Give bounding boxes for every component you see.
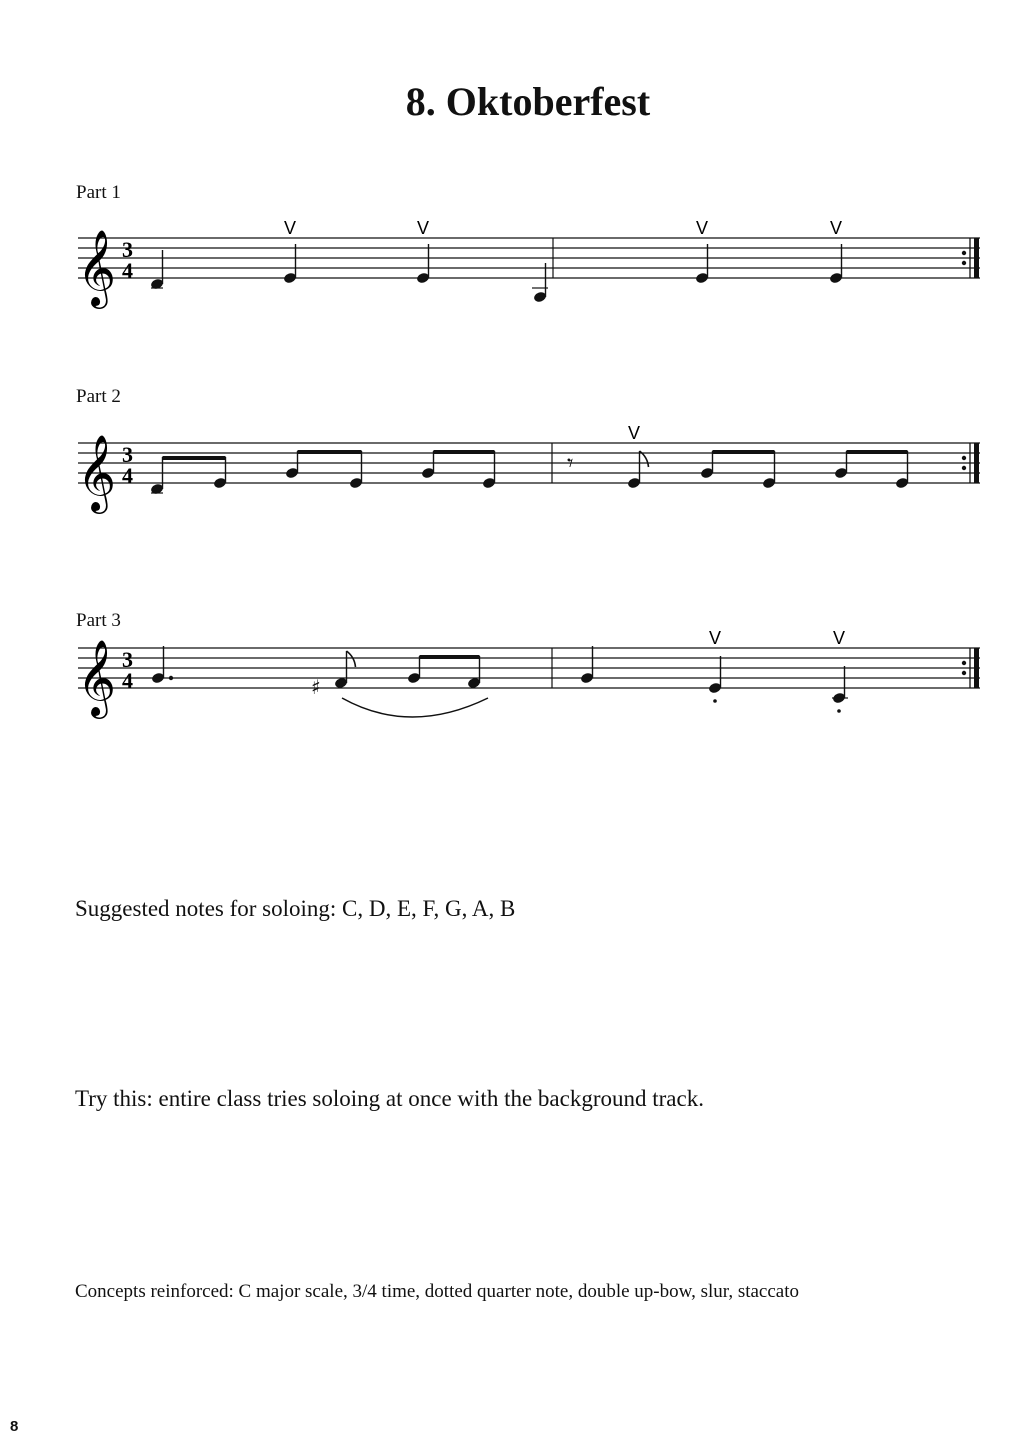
time-sig-top: 3	[122, 647, 133, 672]
eighth-rest-icon: 𝄾	[567, 449, 574, 477]
time-sig-bottom: 4	[122, 258, 133, 283]
page-number: 8	[10, 1418, 19, 1435]
treble-clef-icon: 𝄞	[77, 639, 117, 716]
slur	[342, 698, 488, 717]
page-title: 8. Oktoberfest	[405, 79, 651, 124]
time-sig-bottom: 4	[122, 668, 133, 693]
up-bow-icon: V	[417, 218, 430, 238]
time-sig-bottom: 4	[122, 463, 133, 488]
staccato-dot	[837, 709, 841, 713]
time-sig-top: 3	[122, 442, 133, 467]
part-2-staff	[70, 405, 986, 525]
sharp-icon: ♯	[311, 675, 321, 699]
end-repeat-barline	[974, 238, 979, 278]
end-repeat-barline	[974, 648, 979, 688]
up-bow-icon: V	[628, 423, 641, 443]
up-bow-icon: V	[696, 218, 709, 238]
part-2-label: Part 2	[76, 386, 121, 407]
staccato-dot	[713, 699, 717, 703]
try-this-text: Try this: entire class tries soloing at once with the background track.	[75, 1086, 704, 1111]
up-bow-icon: V	[830, 218, 843, 238]
soloing-notes-text: Suggested notes for soloing: C, D, E, F, G, A, B	[75, 896, 516, 921]
part-3-staff	[70, 610, 986, 730]
time-sig-top: 3	[122, 237, 133, 262]
part-3-label: Part 3	[76, 610, 121, 631]
part-1-label: Part 1	[76, 182, 121, 203]
up-bow-icon: V	[833, 628, 846, 648]
treble-clef-icon: 𝄞	[77, 434, 117, 511]
up-bow-icon: V	[284, 218, 297, 238]
part-1-staff	[70, 200, 986, 320]
treble-clef-icon: 𝄞	[77, 229, 117, 306]
concepts-text: Concepts reinforced: C major scale, 3/4 time, dotted quarter note, double up-bow, slur, staccato	[75, 1281, 800, 1302]
end-repeat-barline	[974, 443, 979, 483]
up-bow-icon: V	[709, 628, 722, 648]
